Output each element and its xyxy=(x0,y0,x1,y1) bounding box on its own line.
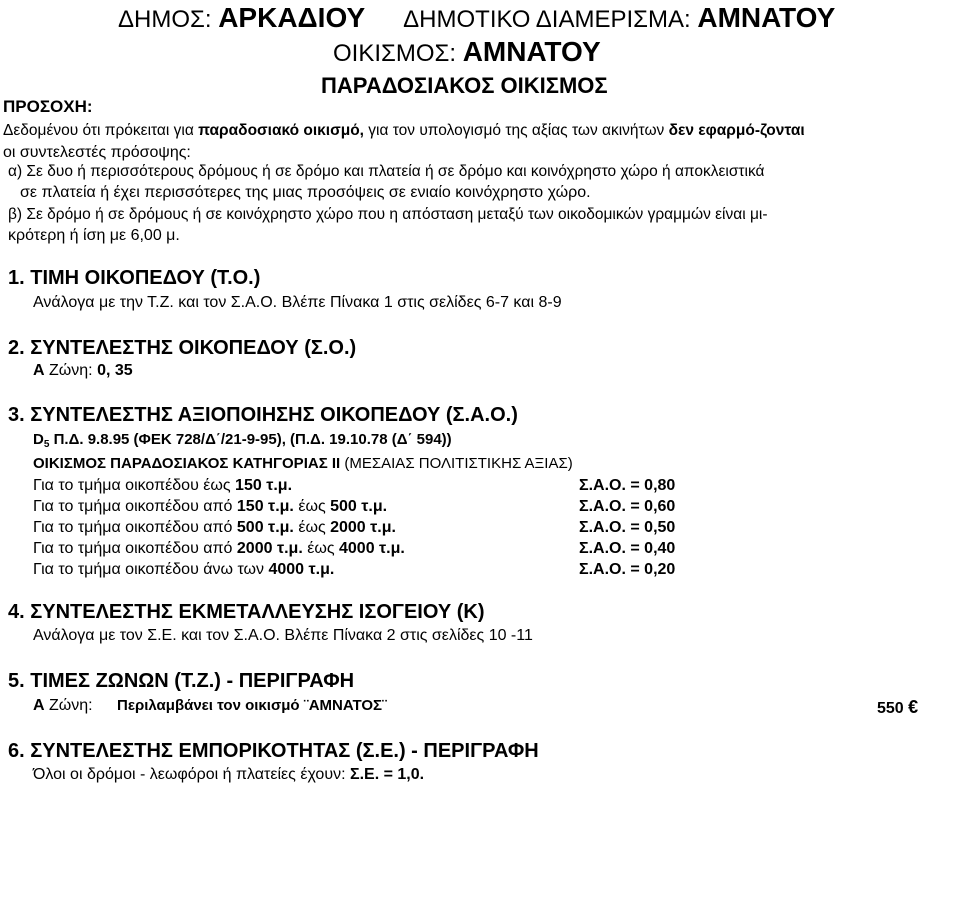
header-settlement-line xyxy=(333,36,601,68)
sao-row-value: Σ.Α.Ο. = 0,40 xyxy=(579,540,676,557)
warning-title: ΠΡΟΣΟΧΗ: xyxy=(3,97,93,116)
section-5-zone xyxy=(33,697,93,715)
section-5-zone-value xyxy=(877,697,918,718)
section-2-zone-text: Ζώνη: xyxy=(44,362,98,379)
sao-row-to: έως xyxy=(302,540,339,557)
warning-line-1-b: παραδοσιακό οικισμό, xyxy=(198,122,364,139)
section-1-title: 1. ΤΙΜΗ ΟΙΚΟΠΕΔΟΥ (Τ.Ο.) xyxy=(8,267,261,289)
sao-row-area-from: 500 τ.μ. xyxy=(236,519,294,536)
sao-row xyxy=(33,561,334,579)
section-3-category-rest: (ΜΕΣΑΙΑΣ ΠΟΛΙΤΙΣΤΙΚΗΣ ΑΞΙΑΣ) xyxy=(340,455,573,472)
sao-row-value: Σ.Α.Ο. = 0,80 xyxy=(579,477,676,494)
section-5-zone-description: Περιλαμβάνει τον οικισμό ¨ΑΜΝΑΤΟΣ¨ xyxy=(117,697,388,714)
sao-row xyxy=(33,477,292,495)
warning-line-3: α) Σε δυο ή περισσότερους δρόμους ή σε δρόμο και πλατεία ή σε δρόμο και κοινόχρηστο χώρο ή αποκλειστικά xyxy=(8,163,765,180)
warning-line-1 xyxy=(3,122,805,140)
sao-row-value: Σ.Α.Ο. = 0,50 xyxy=(579,519,676,536)
sao-row-area-to: 4000 τ.μ. xyxy=(339,540,405,557)
settlement-value: ΑΜΝΑΤΟΥ xyxy=(462,36,601,67)
sao-row-text: Για το τμήμα οικοπέδου άνω των xyxy=(33,561,269,578)
section-3-decree-d: D xyxy=(33,431,44,448)
sao-row-text: Για το τμήμα οικοπέδου από xyxy=(33,519,237,536)
sao-row-area-from: 150 τ.μ. xyxy=(236,498,294,515)
sao-row-text: Για το τμήμα οικοπέδου από xyxy=(33,498,237,515)
sao-row-area-to: 500 τ.μ. xyxy=(330,498,388,515)
sao-row xyxy=(33,519,396,537)
section-5-title: 5. ΤΙΜΕΣ ΖΩΝΩΝ (Τ.Ζ.) - ΠΕΡΙΓΡΑΦΗ xyxy=(8,670,355,692)
section-6-text-a: Όλοι οι δρόμοι - λεωφόροι ή πλατείες έχουν: xyxy=(33,766,350,783)
section-4-title: 4. ΣΥΝΤΕΛΕΣΤΗΣ ΕΚΜΕΤΑΛΛΕΥΣΗΣ ΙΣΟΓΕΙΟΥ (Κ) xyxy=(8,601,485,623)
warning-line-1-c: για τον υπολογισμό της αξίας των ακινήτων xyxy=(363,122,669,139)
section-2-zone-value: 0, 35 xyxy=(97,362,133,379)
warning-line-4: σε πλατεία ή έχει περισσότερες της μιας προσόψεις σε ενιαίο κοινόχρηστο χώρο. xyxy=(20,184,591,201)
euro-icon: € xyxy=(908,697,919,717)
settlement-type: ΠΑΡΑΔΟΣΙΑΚΟΣ ΟΙΚΙΣΜΟΣ xyxy=(321,73,608,98)
section-3-category-bold: ΟΙΚΙΣΜΟΣ ΠΑΡΑΔΟΣΙΑΚΟΣ ΚΑΤΗΓΟΡΙΑΣ ΙΙ xyxy=(33,455,341,472)
section-2-zone xyxy=(33,362,133,380)
section-4-text: Ανάλογα με τον Σ.Ε. και τον Σ.Α.Ο. Βλέπε Πίνακα 2 στις σελίδες 10 -11 xyxy=(33,627,533,644)
district-label: ΔΗΜΟΤΙΚΟ ΔΙΑΜΕΡΙΣΜΑ: xyxy=(403,6,691,33)
sao-row-to: έως xyxy=(293,498,331,515)
sao-row-area-to: 2000 τ.μ. xyxy=(330,519,396,536)
sao-row xyxy=(33,540,405,558)
section-1-text: Ανάλογα με την Τ.Ζ. και τον Σ.Α.Ο. Βλέπε Πίνακα 1 στις σελίδες 6-7 και 8-9 xyxy=(33,294,562,311)
section-5-zone-label: Α xyxy=(33,697,45,714)
zone-price: 550 xyxy=(877,700,904,717)
district-value: ΑΜΝΑΤΟΥ xyxy=(697,2,836,33)
section-6-title: 6. ΣΥΝΤΕΛΕΣΤΗΣ ΕΜΠΟΡΙΚΟΤΗΤΑΣ (Σ.Ε.) - ΠΕΡΙΓΡΑΦΗ xyxy=(8,740,539,762)
sao-row-text: Για το τμήμα οικοπέδου έως xyxy=(33,477,236,494)
sao-row xyxy=(33,498,387,516)
section-3-category xyxy=(33,455,573,472)
municipality-value: ΑΡΚΑΔΙΟΥ xyxy=(218,2,366,33)
section-6-text-b: Σ.Ε. = 1,0. xyxy=(349,766,425,783)
warning-line-1-d: δεν εφαρμό-ζονται xyxy=(668,122,805,139)
warning-line-5: β) Σε δρόμο ή σε δρόμους ή σε κοινόχρηστο χώρο που η απόσταση μεταξύ των οικοδομικών γραμμών είναι μι- xyxy=(8,206,768,223)
sao-row-to: έως xyxy=(293,519,331,536)
sao-row-value: Σ.Α.Ο. = 0,60 xyxy=(579,498,676,515)
header-municipality-line xyxy=(118,2,835,34)
section-3-title: 3. ΣΥΝΤΕΛΕΣΤΗΣ ΑΞΙΟΠΟΙΗΣΗΣ ΟΙΚΟΠΕΔΟΥ (Σ.Α.Ο.) xyxy=(8,404,518,426)
section-3-decree-sub: 5 xyxy=(43,439,50,450)
sao-row-value: Σ.Α.Ο. = 0,20 xyxy=(579,561,676,578)
warning-line-6: κρότερη ή ίση με 6,00 μ. xyxy=(8,227,180,244)
warning-line-2: οι συντελεστές πρόσοψης: xyxy=(3,144,191,161)
warning-line-1-a: Δεδομένου ότι πρόκειται για xyxy=(3,122,199,139)
section-5-zone-text: Ζώνη: xyxy=(44,697,93,714)
section-2-zone-label: Α xyxy=(33,362,45,379)
sao-row-area-from: 4000 τ.μ. xyxy=(268,561,335,578)
sao-row-area-from: 2000 τ.μ. xyxy=(236,540,303,557)
sao-row-text: Για το τμήμα οικοπέδου από xyxy=(33,540,237,557)
section-3-decree xyxy=(33,431,452,450)
municipality-label: ΔΗΜΟΣ: xyxy=(118,6,212,33)
settlement-label: ΟΙΚΙΣΜΟΣ: xyxy=(333,40,457,67)
sao-row-area-from: 150 τ.μ. xyxy=(235,477,293,494)
section-6-text xyxy=(33,766,424,784)
section-3-decree-text: Π.Δ. 9.8.95 (ΦΕΚ 728/Δ΄/21-9-95), (Π.Δ. 19.10.78 (Δ΄ 594)) xyxy=(49,431,452,448)
section-2-title: 2. ΣΥΝΤΕΛΕΣΤΗΣ ΟΙΚΟΠΕΔΟΥ (Σ.Ο.) xyxy=(8,337,357,359)
